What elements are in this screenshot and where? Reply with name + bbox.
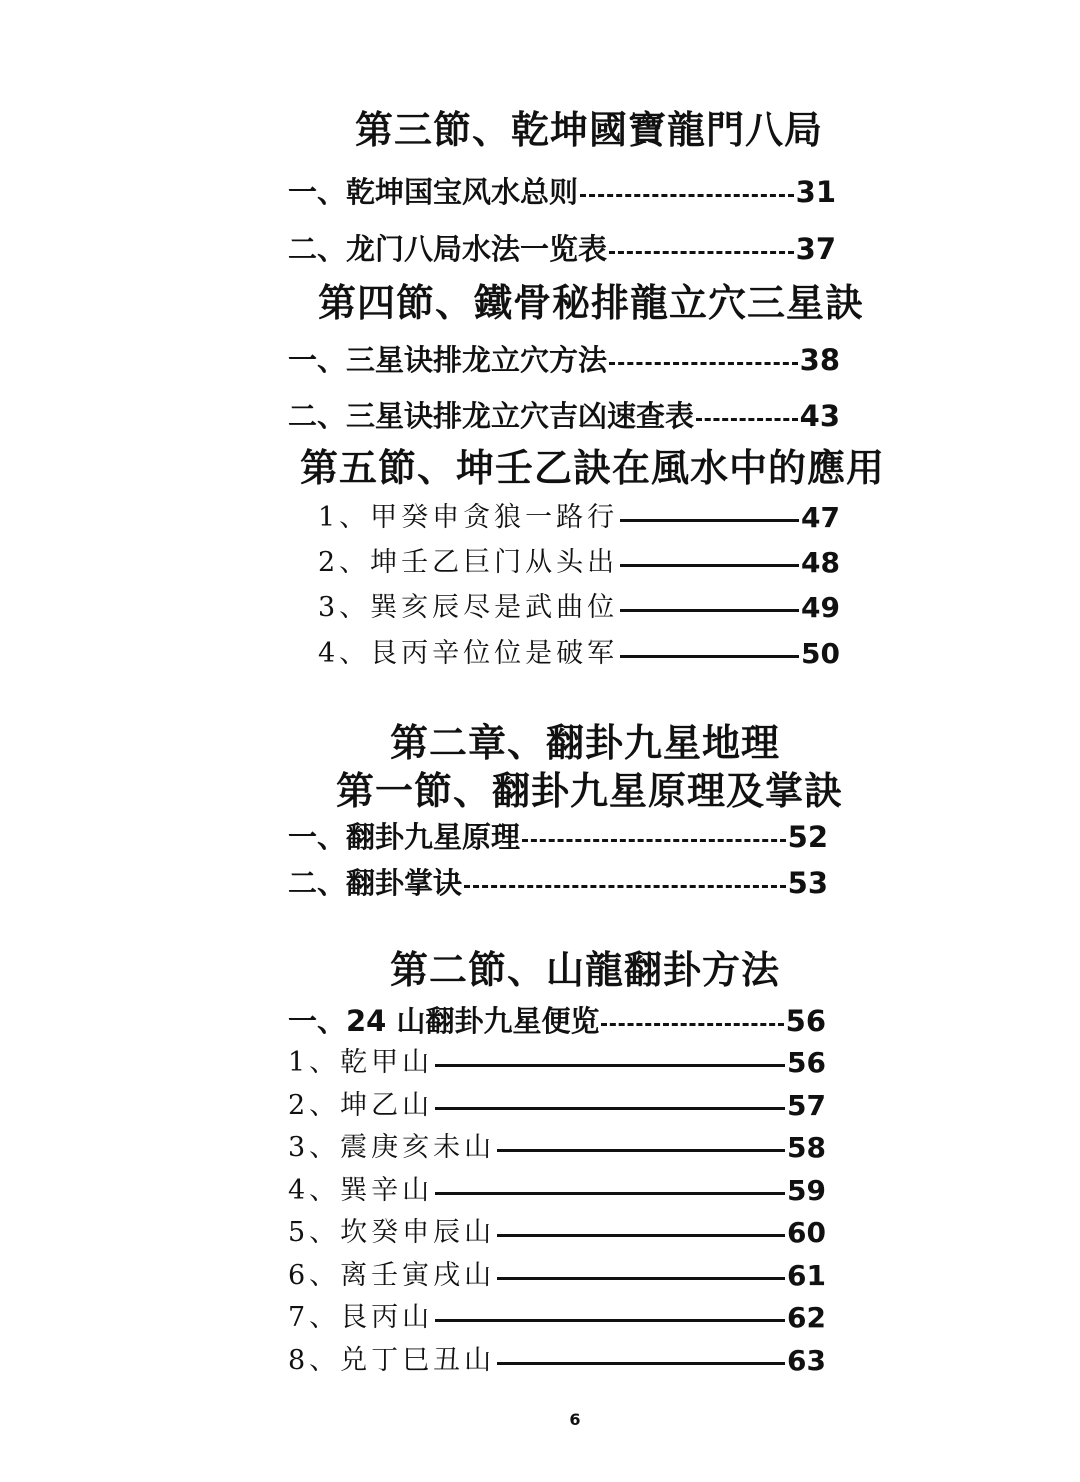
toc-entry[interactable] [288, 863, 828, 903]
toc-entry[interactable] [288, 1213, 826, 1253]
toc-entry-label: 一、24 山翻卦九星便览 [288, 1004, 600, 1038]
section-heading-5: 第五節、坤壬乙訣在風水中的應用 [300, 446, 886, 490]
leader-line [497, 1362, 785, 1365]
toc-entry-label: 1、乾甲山 [288, 1047, 434, 1078]
toc-entry[interactable] [288, 817, 828, 857]
toc-entry[interactable] [288, 1086, 826, 1126]
toc-entry-page: 38 [799, 343, 840, 377]
toc-entry[interactable] [288, 1001, 826, 1041]
toc-entry-label: 二、龙门八局水法一览表 [288, 232, 608, 266]
toc-entry[interactable] [288, 1341, 826, 1381]
toc-entry-label: 2、坤乙山 [288, 1090, 434, 1121]
toc-entry-label: 6、离壬寅戌山 [288, 1260, 496, 1291]
leader-line [435, 1319, 785, 1322]
toc-entry[interactable] [318, 498, 840, 538]
toc-entry-label: 5、坎癸申辰山 [288, 1217, 496, 1248]
toc-entry-label: 7、艮丙山 [288, 1302, 434, 1333]
leader-line [497, 1277, 785, 1280]
toc-entry[interactable] [288, 172, 836, 212]
toc-entry-label: 2、坤壬乙巨门从头出 [318, 547, 619, 578]
toc-entry-label: 4、艮丙辛位位是破军 [318, 638, 619, 669]
toc-entry-page: 56 [785, 1004, 826, 1038]
toc-entry-page: 47 [801, 501, 840, 534]
toc-entry[interactable] [318, 588, 840, 628]
toc-entry-label: 一、三星诀排龙立穴方法 [288, 343, 608, 377]
toc-entry-label: 8、兑丁巳丑山 [288, 1345, 496, 1376]
leader-line [620, 609, 799, 612]
leader-line [620, 519, 799, 522]
toc-entry-page: 61 [787, 1259, 826, 1292]
toc-entry[interactable] [288, 340, 840, 380]
toc-entry[interactable] [318, 543, 840, 583]
leader-line [580, 194, 794, 197]
toc-entry-page: 63 [787, 1344, 826, 1377]
toc-entry-page: 49 [801, 591, 840, 624]
toc-entry[interactable] [288, 1171, 826, 1211]
leader-line [497, 1234, 785, 1237]
leader-line [435, 1107, 785, 1110]
toc-entry[interactable] [288, 396, 840, 436]
leader-line [435, 1192, 785, 1195]
section-heading-3: 第三節、乾坤國寶龍門八局 [355, 108, 824, 152]
leader-line [620, 564, 799, 567]
section-heading-2-1: 第一節、翻卦九星原理及掌訣 [336, 769, 844, 813]
toc-entry[interactable] [288, 1298, 826, 1338]
toc-entry-page: 62 [787, 1301, 826, 1334]
toc-entry[interactable] [288, 229, 836, 269]
leader-line [522, 839, 786, 842]
toc-entry-page: 59 [787, 1174, 826, 1207]
toc-entry-label: 1、甲癸申贪狼一路行 [318, 502, 619, 533]
toc-entry[interactable] [318, 634, 840, 674]
toc-entry[interactable] [288, 1043, 826, 1083]
leader-line [696, 418, 798, 421]
toc-entry-page: 53 [787, 866, 828, 900]
toc-entry-label: 3、震庚亥未山 [288, 1132, 496, 1163]
leader-line [435, 1064, 785, 1067]
toc-entry-page: 37 [795, 232, 836, 266]
toc-entry-label: 二、三星诀排龙立穴吉凶速查表 [288, 399, 695, 433]
toc-entry-page: 57 [787, 1089, 826, 1122]
toc-entry-label: 一、乾坤国宝风水总则 [288, 175, 579, 209]
leader-line [601, 1023, 783, 1026]
toc-entry-label: 二、翻卦掌诀 [288, 866, 463, 900]
toc-entry-page: 50 [801, 637, 840, 670]
toc-entry-page: 52 [787, 820, 828, 854]
toc-entry-page: 31 [795, 175, 836, 209]
leader-line [497, 1149, 785, 1152]
section-heading-4: 第四節、鐵骨秘排龍立穴三星訣 [318, 281, 865, 325]
toc-entry-page: 60 [787, 1216, 826, 1249]
toc-entry-label: 一、翻卦九星原理 [288, 820, 521, 854]
toc-entry-page: 48 [801, 546, 840, 579]
leader-line [609, 251, 794, 254]
toc-entry-label: 4、巽辛山 [288, 1175, 434, 1206]
toc-entry[interactable] [288, 1128, 826, 1168]
section-heading-2-2: 第二節、山龍翻卦方法 [390, 948, 781, 992]
toc-entry[interactable] [288, 1256, 826, 1296]
toc-entry-page: 58 [787, 1131, 826, 1164]
leader-line [464, 885, 786, 888]
toc-entry-page: 43 [799, 399, 840, 433]
page-number: 6 [569, 1410, 581, 1429]
leader-line [620, 655, 799, 658]
leader-line [609, 362, 798, 365]
toc-entry-page: 56 [787, 1046, 826, 1079]
chapter-heading-2: 第二章、翻卦九星地理 [390, 721, 781, 765]
toc-entry-label: 3、巽亥辰尽是武曲位 [318, 592, 619, 623]
